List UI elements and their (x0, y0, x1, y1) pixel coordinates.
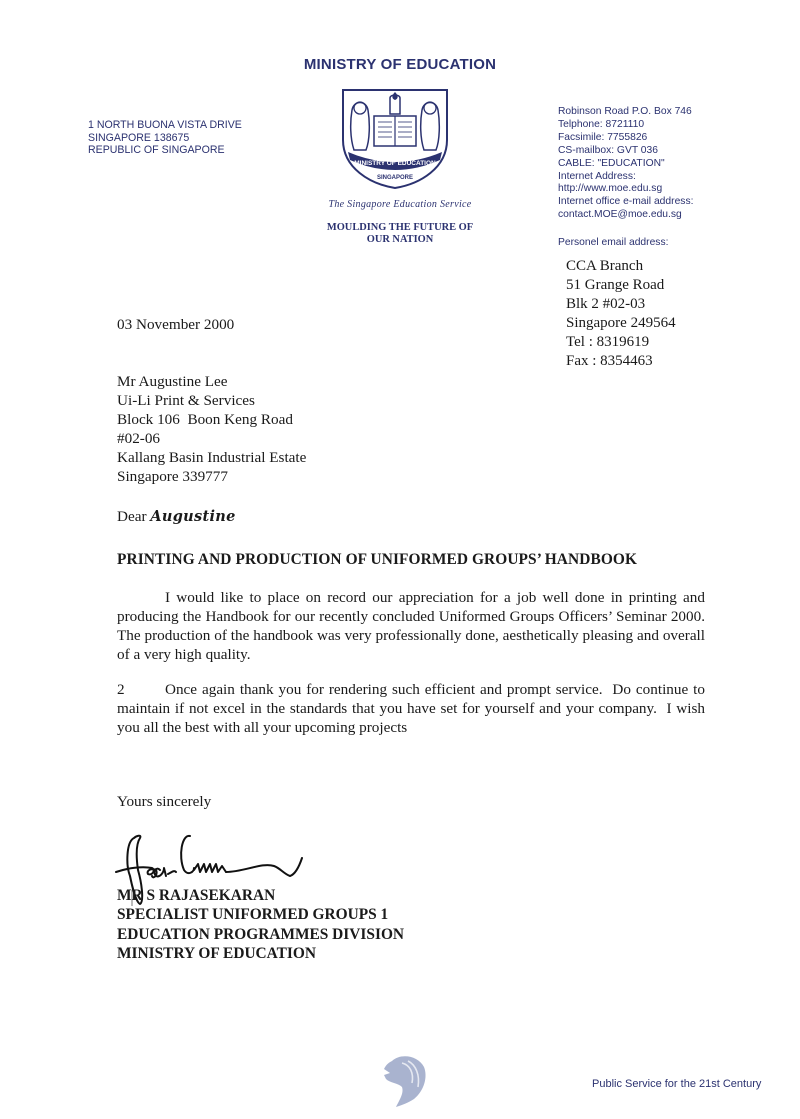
svg-text:SINGAPORE: SINGAPORE (376, 175, 414, 181)
ministry-title: MINISTRY OF EDUCATION (303, 56, 497, 73)
salutation-name: Augustine (150, 508, 236, 525)
motto-line: MOULDING THE FUTURE OF (326, 222, 474, 233)
svg-text:MINISTRY OF EDUCATION: MINISTRY OF EDUCATION (354, 160, 436, 167)
contact-line: Robinson Road P.O. Box 746 (558, 106, 692, 117)
recipient-line: Ui-Li Print & Services (117, 392, 255, 409)
branch-line: CCA Branch (566, 258, 644, 274)
branch-line: Singapore 249564 (566, 315, 676, 331)
ministry-motto (300, 222, 500, 246)
contact-line: Internet office e-mail address: (558, 196, 694, 208)
body-paragraph-2 (117, 680, 709, 737)
letter-date: 03 November 2000 (117, 316, 235, 333)
recipient-line: Block 106 Boon Keng Road (117, 411, 293, 428)
branch-address (566, 257, 676, 371)
contact-line: CABLE: "EDUCATION" (558, 157, 665, 169)
recipient-address (117, 372, 306, 486)
contact-details (558, 106, 693, 222)
service-tagline: The Singapore Education Service (328, 199, 472, 210)
personal-email-label: Personel email address: (558, 237, 669, 248)
contact-line: CS-mailbox: GVT 036 (558, 144, 658, 156)
moe-crest-icon (340, 88, 450, 190)
branch-line: Tel : 8319619 (566, 334, 650, 350)
ministry-address (88, 119, 242, 157)
footer-tagline: Public Service for the 21st Century (592, 1078, 762, 1090)
signatory-block (117, 886, 404, 964)
body-paragraph-1: I would like to place on record our appreciation for a job well done in printing and producing the Handbook for our recently concluded Uniformed Groups Officers’ Seminar 2000. The production of the handbook was very professionally done, aesthetically pleasing and overall of a very high quality. (117, 589, 713, 663)
salutation (117, 507, 236, 526)
branch-line: 51 Grange Road (566, 277, 665, 293)
merlion-icon (382, 1053, 428, 1107)
salutation-prefix: Dear (117, 508, 151, 525)
address-line: REPUBLIC OF SINGAPORE (88, 144, 225, 157)
contact-line: Telphone: 8721110 (558, 118, 645, 130)
signatory-division: EDUCATION PROGRAMMES DIVISION (117, 925, 405, 943)
paragraph-number: 2 (117, 681, 125, 698)
recipient-line: Mr Augustine Lee (117, 373, 228, 390)
signatory-name: MR S RAJASEKARAN (117, 887, 276, 904)
recipient-line: Kallang Basin Industrial Estate (117, 449, 307, 466)
email-link[interactable]: contact.MOE@moe.edu.sg (558, 209, 682, 221)
contact-line: Facsimile: 7755826 (558, 131, 648, 143)
signatory-ministry: MINISTRY OF EDUCATION (117, 945, 316, 963)
address-line: 1 NORTH BUONA VISTA DRIVE (88, 119, 242, 131)
branch-line: Fax : 8354463 (566, 353, 653, 369)
contact-line: Internet Address: (558, 170, 636, 182)
address-line: SINGAPORE 138675 (88, 131, 190, 144)
recipient-line: #02-06 (117, 430, 161, 447)
letter-subject: PRINTING AND PRODUCTION OF UNIFORMED GROUPS’ HANDBOOK (117, 551, 638, 568)
website-link[interactable]: http://www.moe.edu.sg (558, 183, 663, 195)
signatory-title: SPECIALIST UNIFORMED GROUPS 1 (117, 906, 389, 924)
branch-line: Blk 2 #02-03 (566, 296, 646, 312)
paragraph-text: Once again thank you for rendering such efficient and prompt service. Do continue to maintain if not excel in the standards that you have set for yourself and your company. I wish you all the best with all your upcoming projects (117, 681, 709, 736)
closing: Yours sincerely (117, 793, 212, 810)
recipient-line: Singapore 339777 (117, 468, 228, 485)
motto-line: OUR NATION (366, 234, 434, 245)
